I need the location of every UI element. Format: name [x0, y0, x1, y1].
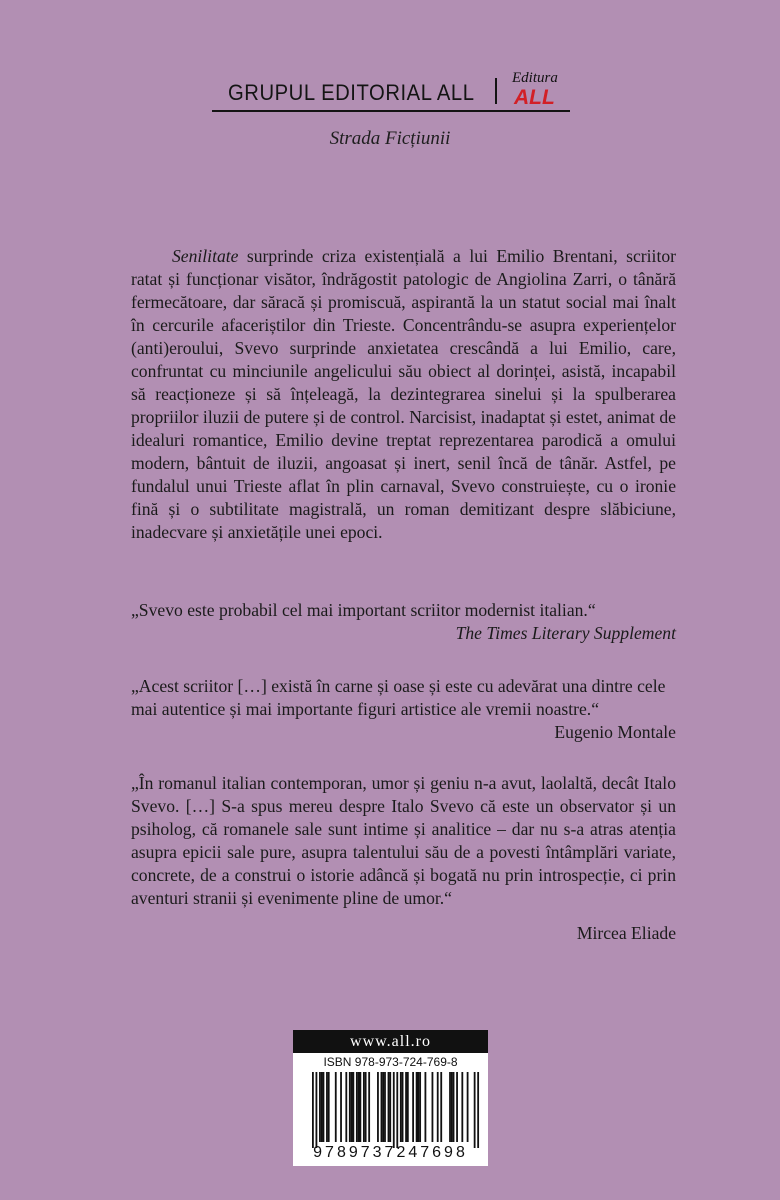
editura-all-logo [504, 64, 570, 108]
barcode-bar [425, 1072, 427, 1142]
barcode-bar [417, 1072, 419, 1142]
barcode-bar [321, 1072, 323, 1142]
barcode-bar [402, 1072, 404, 1142]
barcode-bar [316, 1072, 318, 1148]
quote-source: Mircea Eliade [576, 923, 676, 943]
barcode-bar [340, 1072, 342, 1142]
barcode-digits: 9789737247698 [313, 1144, 468, 1161]
publisher-separator [495, 78, 497, 104]
barcode-bar [388, 1072, 390, 1142]
quote-text: „Acest scriitor […] există în carne și oase și este cu adevărat una dintre cele mai autentice și mai importante figuri artistice ale vremii noastre.“ [131, 676, 666, 719]
description-text: surprinde criza existențială a lui Emilio Brentani, scriitor ratat și funcționar visător, îndrăgostit patologic de Angiolina Zarri, o tânără fermecătoare, dar săracă și promiscuă, aspirantă la un statut social mai înalt în cercurile afaceriștilor din Trieste. Concentrându-se asupra experiențelor (anti)eroului, Svevo surprinde anxietatea crescândă a lui Emilio, care, confruntat cu minciunile angelicului său obiect al dorinței, asistă, incapabil să reacționeze și să înțeleagă, la dezintegrarea sinelui și la spulberarea propriilor iluzii de putere și de control. Narcisist, inadaptat și estet, animat de idealuri romantice, Emilio devine treptat reprezentarea parodică a omului modern, bântuit de iluzii, angoasat și inert, senil încă de tânăr. Astfel, pe fundalul unui Trieste aflat în plin carnaval, Svevo construiește, cu o ironie fină și o subtilitate magistrală, un roman demitizant despre slăbiciune, inadecvare și anxietățile unei epoci. [131, 246, 676, 542]
book-title-italic: Senilitate [172, 246, 239, 266]
barcode-bar [405, 1072, 407, 1142]
barcode-bar [326, 1072, 328, 1142]
barcode-bar [449, 1072, 451, 1142]
logo-mark-text: ALL [514, 86, 555, 108]
barcode-bar [319, 1072, 321, 1142]
barcode-bar [363, 1072, 365, 1142]
barcode-bar [356, 1072, 358, 1142]
barcode-bar [416, 1072, 418, 1142]
barcode-bar [393, 1072, 395, 1148]
header-rule [212, 110, 570, 112]
barcode-bar [381, 1072, 383, 1142]
barcode-bar [451, 1072, 453, 1142]
quote-text: „În romanul italian contemporan, umor și geniu n-a avut, laolaltă, decât Italo Svevo. […] S-a spus mereu despre Italo Svevo că este un observator și un psiholog, că romanele sale sunt intime și analitice – dar nu s-a atras atenția asupra epicii sale pure, asupra talentului său de a povesti întâmplări variate, concrete, de a construi o istorie adâncă și bogată nu prin introspecție, ci prin aventuri stranii și evenimente pline de umor.“ [131, 773, 676, 908]
series-name: Strada Ficțiunii [329, 128, 451, 149]
barcode-bar [352, 1072, 354, 1142]
barcode-bar [359, 1072, 361, 1142]
barcode-bar [440, 1072, 442, 1142]
barcode-bar [377, 1072, 379, 1142]
quote-text: „Svevo este probabil cel mai important scriitor modernist italian.“ [131, 600, 596, 620]
barcode-graphic [298, 1072, 483, 1148]
quote-times-literary-supplement [131, 599, 676, 645]
logo-script-text: Editura [512, 70, 558, 86]
barcode-bar [382, 1072, 384, 1142]
publisher-header [212, 62, 570, 112]
book-description [131, 245, 676, 544]
publisher-name: GRUPUL EDITORIAL ALL [228, 80, 475, 105]
barcode-bar [345, 1072, 347, 1142]
barcode-bar [400, 1072, 402, 1142]
barcode-bar [365, 1072, 367, 1142]
isbn-label: ISBN 978-973-724-769-8 [323, 1055, 458, 1069]
quote-mircea-eliade [131, 772, 676, 945]
barcode-bar [358, 1072, 360, 1142]
barcode-bar [461, 1072, 463, 1142]
barcode-bar [467, 1072, 469, 1142]
barcode-bar [474, 1072, 476, 1148]
quote-source: The Times Literary Supplement [455, 623, 676, 643]
barcode-bar [368, 1072, 370, 1142]
barcode-bar [328, 1072, 330, 1142]
barcode-bar [437, 1072, 439, 1142]
barcode-bar [432, 1072, 434, 1142]
barcode-bar [335, 1072, 337, 1142]
barcode-bar [407, 1072, 409, 1142]
barcode-bar [396, 1072, 398, 1148]
barcode-bar [384, 1072, 386, 1142]
barcode-bar [312, 1072, 314, 1148]
barcode-bar [453, 1072, 455, 1142]
website-label: www.all.ro [293, 1030, 488, 1053]
barcode-bar [412, 1072, 414, 1142]
barcode-bar [419, 1072, 421, 1142]
barcode-bar [456, 1072, 458, 1142]
barcode-bar [477, 1072, 479, 1148]
barcode-bar [349, 1072, 351, 1142]
barcode-bar [389, 1072, 391, 1142]
quote-source: Eugenio Montale [554, 722, 676, 742]
quote-eugenio-montale [131, 675, 676, 744]
isbn-barcode-box [293, 1030, 488, 1166]
barcode-bar [351, 1072, 353, 1142]
barcode-bar [323, 1072, 325, 1142]
